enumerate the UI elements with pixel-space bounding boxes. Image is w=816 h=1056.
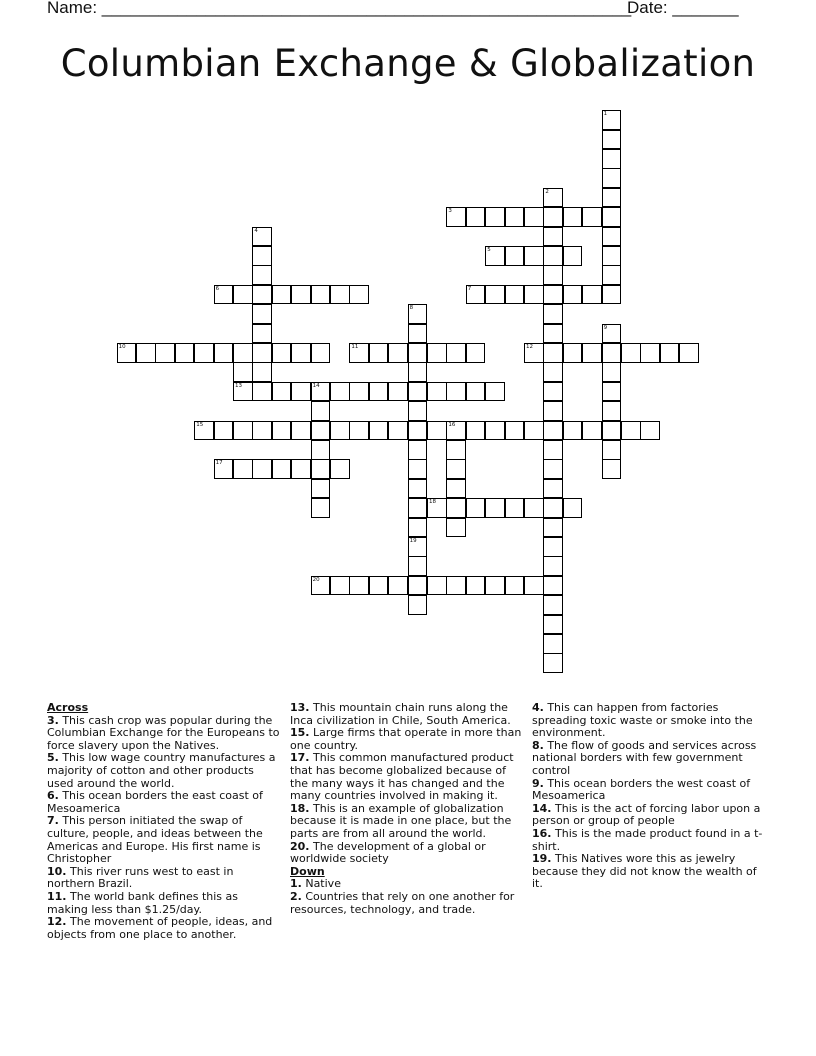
clue-item-text: This is an example of globalization because it is made in one place, but the parts are from all around the world.	[290, 801, 512, 840]
grid-cell[interactable]	[543, 653, 563, 673]
clue-number: 12	[526, 344, 533, 350]
clue-item-text: This common manufactured product that has become globalized because of the many ways it has changed and the many countries involved in making it.	[290, 751, 514, 803]
clue-number: 4	[254, 227, 258, 234]
grid-cell[interactable]	[466, 498, 486, 518]
grid-cell[interactable]	[640, 343, 660, 363]
grid-cell[interactable]	[408, 362, 428, 382]
grid-cell[interactable]	[543, 421, 563, 441]
grid-cell[interactable]	[485, 207, 505, 227]
grid-cell[interactable]	[330, 421, 350, 441]
grid-cell[interactable]	[524, 285, 544, 305]
clue-item-number: 14.	[532, 801, 552, 815]
grid-cell[interactable]	[602, 246, 622, 266]
grid-cell[interactable]	[311, 285, 331, 305]
clue-number: 15	[196, 421, 204, 428]
clue-item-number: 19.	[532, 852, 552, 866]
grid-cell[interactable]	[408, 537, 428, 557]
grid-cell[interactable]	[446, 459, 466, 479]
grid-cell[interactable]	[311, 401, 331, 421]
grid-cell[interactable]	[252, 265, 272, 285]
clue-number: 9	[603, 324, 608, 331]
clue-item-text: The development of a global or worldwide society	[290, 839, 486, 866]
clue-item-number: 13.	[290, 701, 310, 714]
grid-cell[interactable]	[446, 498, 466, 518]
clue-item-number: 12.	[47, 915, 67, 929]
grid-cell[interactable]	[427, 421, 447, 441]
clue-item	[47, 916, 282, 941]
grid-cell[interactable]	[563, 498, 583, 518]
clue-item	[47, 752, 282, 790]
grid-cell[interactable]	[602, 324, 622, 344]
clue-number: 10	[118, 344, 126, 350]
grid-cell[interactable]	[582, 285, 602, 305]
clue-item	[290, 752, 525, 802]
grid-cell[interactable]	[660, 343, 680, 363]
grid-cell[interactable]	[679, 343, 699, 363]
grid-cell[interactable]	[408, 440, 428, 460]
grid-cell[interactable]	[252, 227, 272, 247]
grid-cell[interactable]	[408, 498, 428, 518]
grid-cell[interactable]	[291, 421, 311, 441]
grid-cell[interactable]	[582, 207, 602, 227]
grid-cell[interactable]	[446, 479, 466, 499]
grid-cell[interactable]	[602, 343, 622, 363]
grid-cell[interactable]	[311, 498, 331, 518]
grid-cell[interactable]	[446, 207, 466, 227]
clue-item	[290, 841, 525, 866]
grid-cell[interactable]	[233, 343, 253, 363]
clue-item-text: This is the act of forcing labor upon a person or group of people	[532, 801, 761, 828]
grid-cell[interactable]	[408, 479, 428, 499]
clue-number: 6	[215, 285, 220, 292]
grid-cell[interactable]	[524, 576, 544, 596]
clue-item	[532, 828, 767, 853]
grid-cell[interactable]	[602, 149, 622, 169]
grid-cell[interactable]	[602, 421, 622, 441]
clue-item-text: This mountain chain runs along the Inca civilization in Chile, South America.	[290, 701, 511, 727]
clue-item-text: This ocean borders the west coast of Mesoamerica	[532, 776, 751, 803]
grid-cell[interactable]	[524, 343, 544, 363]
grid-cell[interactable]	[446, 343, 466, 363]
clue-item-text: This can happen from factories spreading toxic waste or smoke into the environment.	[532, 701, 753, 740]
grid-cell[interactable]	[272, 459, 292, 479]
grid-cell[interactable]	[543, 304, 563, 324]
grid-cell[interactable]	[466, 285, 486, 305]
clue-column-2	[290, 702, 525, 916]
grid-cell[interactable]	[330, 285, 350, 305]
clue-item	[290, 727, 525, 752]
grid-cell[interactable]	[485, 498, 505, 518]
clue-item-text: This cash crop was popular during the Columbian Exchange for the Europeans to force slavery upon the Natives.	[47, 713, 280, 752]
clue-number: 20	[312, 576, 320, 583]
grid-cell[interactable]	[388, 343, 408, 363]
grid-cell[interactable]	[446, 518, 466, 538]
clue-section-heading: Down	[290, 864, 325, 878]
grid-cell[interactable]	[408, 576, 428, 596]
clue-item-number: 8.	[532, 738, 544, 752]
grid-cell[interactable]	[369, 576, 389, 596]
clue-column-3	[532, 702, 767, 891]
grid-cell[interactable]	[330, 576, 350, 596]
grid-cell[interactable]	[252, 246, 272, 266]
grid-cell[interactable]	[408, 556, 428, 576]
grid-cell[interactable]	[543, 343, 563, 363]
grid-cell[interactable]	[214, 343, 234, 363]
clue-item-number: 15.	[290, 726, 310, 740]
grid-cell[interactable]	[311, 576, 331, 596]
grid-cell[interactable]	[505, 498, 525, 518]
grid-cell[interactable]	[252, 459, 272, 479]
grid-cell[interactable]	[252, 285, 272, 305]
grid-cell[interactable]	[543, 595, 563, 615]
grid-cell[interactable]	[543, 518, 563, 538]
grid-cell[interactable]	[272, 343, 292, 363]
grid-cell[interactable]	[563, 246, 583, 266]
grid-cell[interactable]	[621, 421, 641, 441]
grid-cell[interactable]	[466, 382, 486, 402]
clue-number: 18	[429, 499, 436, 506]
grid-cell[interactable]	[408, 304, 428, 324]
clue-item	[290, 803, 525, 841]
clue-item	[47, 815, 282, 865]
clue-item	[532, 853, 767, 891]
grid-cell[interactable]	[427, 498, 447, 518]
grid-cell[interactable]	[311, 459, 331, 479]
grid-cell[interactable]	[311, 479, 331, 499]
clue-item	[47, 891, 282, 916]
grid-cell[interactable]	[602, 401, 622, 421]
clue-section-heading: Across	[47, 701, 89, 714]
grid-cell[interactable]	[543, 324, 563, 344]
grid-cell[interactable]	[505, 576, 525, 596]
clue-item-number: 16.	[532, 826, 552, 840]
grid-cell[interactable]	[466, 343, 486, 363]
grid-cell[interactable]	[252, 382, 272, 402]
grid-cell[interactable]	[602, 227, 622, 247]
grid-cell[interactable]	[311, 343, 331, 363]
name-field-label[interactable]: Name: ________________________________________________________	[47, 0, 632, 17]
grid-cell[interactable]	[524, 498, 544, 518]
grid-cell[interactable]	[136, 343, 156, 363]
clue-item-text: Native	[301, 877, 341, 891]
grid-cell[interactable]	[388, 576, 408, 596]
clue-number: 3	[448, 208, 452, 215]
clue-number: 1	[603, 111, 608, 118]
clue-item	[532, 803, 767, 828]
grid-cell[interactable]	[543, 362, 563, 382]
clue-item-number: 7.	[47, 814, 59, 828]
page-title: Columbian Exchange & Globalization	[60, 42, 756, 85]
grid-cell[interactable]	[175, 343, 195, 363]
clue-number: 14	[312, 382, 320, 389]
clue-item-text: The flow of goods and services across national borders with few government control	[532, 738, 757, 777]
grid-cell[interactable]	[466, 207, 486, 227]
date-field-label[interactable]: Date: _______	[627, 0, 739, 17]
grid-cell[interactable]	[446, 382, 466, 402]
grid-cell[interactable]	[543, 615, 563, 635]
grid-cell[interactable]	[563, 421, 583, 441]
clue-number: 2	[545, 188, 549, 195]
grid-cell[interactable]	[408, 343, 428, 363]
grid-cell[interactable]	[543, 459, 563, 479]
grid-cell[interactable]	[543, 246, 563, 266]
grid-cell[interactable]	[543, 634, 563, 654]
grid-cell[interactable]	[291, 382, 311, 402]
grid-cell[interactable]	[602, 110, 622, 130]
grid-cell[interactable]	[543, 576, 563, 596]
clue-item-number: 1.	[290, 877, 302, 891]
grid-cell[interactable]	[408, 382, 428, 402]
clue-item-text: This person initiated the swap of culture, people, and ideas between the Americas and Europe. His first name is Christopher	[47, 814, 263, 866]
clue-column-1	[47, 702, 282, 941]
clue-item-number: 10.	[47, 864, 67, 878]
grid-cell[interactable]	[233, 285, 253, 305]
clue-number: 11	[351, 344, 359, 350]
grid-cell[interactable]	[214, 421, 234, 441]
grid-cell[interactable]	[233, 362, 253, 382]
grid-cell[interactable]	[602, 207, 622, 227]
grid-cell[interactable]	[563, 207, 583, 227]
grid-cell[interactable]	[563, 343, 583, 363]
clue-number: 8	[409, 305, 414, 312]
clue-item	[47, 715, 282, 753]
grid-cell[interactable]	[252, 362, 272, 382]
grid-cell[interactable]	[233, 459, 253, 479]
grid-cell[interactable]	[543, 556, 563, 576]
clue-item-number: 20.	[290, 839, 310, 853]
grid-cell[interactable]	[485, 576, 505, 596]
grid-cell[interactable]	[602, 362, 622, 382]
grid-cell[interactable]	[582, 343, 602, 363]
clue-item-text: This river runs west to east in northern Brazil.	[47, 864, 234, 891]
grid-cell[interactable]	[602, 382, 622, 402]
grid-cell[interactable]	[369, 421, 389, 441]
grid-cell[interactable]	[388, 382, 408, 402]
grid-cell[interactable]	[272, 285, 292, 305]
grid-cell[interactable]	[233, 382, 253, 402]
clue-item	[290, 702, 525, 727]
grid-cell[interactable]	[194, 421, 214, 441]
clue-item	[47, 790, 282, 815]
clue-item-text: This ocean borders the east coast of Mesoamerica	[47, 789, 263, 815]
clue-item	[532, 740, 767, 778]
clue-item-text: The movement of people, ideas, and objects from one place to another.	[47, 915, 273, 941]
grid-cell[interactable]	[543, 285, 563, 305]
grid-cell[interactable]	[466, 421, 486, 441]
clue-item-number: 4.	[532, 701, 544, 714]
grid-cell[interactable]	[311, 440, 331, 460]
grid-cell[interactable]	[408, 421, 428, 441]
clue-item-number: 3.	[47, 713, 59, 727]
grid-cell[interactable]	[485, 246, 505, 266]
grid-cell[interactable]	[602, 265, 622, 285]
grid-cell[interactable]	[543, 479, 563, 499]
grid-cell[interactable]	[427, 382, 447, 402]
grid-cell[interactable]	[505, 246, 525, 266]
grid-cell[interactable]	[214, 285, 234, 305]
clue-item-text: Countries that rely on one another for resources, technology, and trade.	[290, 889, 515, 916]
grid-cell[interactable]	[349, 285, 369, 305]
grid-cell[interactable]	[602, 130, 622, 150]
grid-cell[interactable]	[524, 207, 544, 227]
grid-cell[interactable]	[408, 324, 428, 344]
grid-cell[interactable]	[214, 459, 234, 479]
clue-number: 13	[235, 382, 242, 389]
clue-number: 17	[215, 460, 223, 467]
grid-cell[interactable]	[330, 382, 350, 402]
grid-cell[interactable]	[640, 421, 660, 441]
grid-cell[interactable]	[524, 421, 544, 441]
grid-cell[interactable]	[252, 304, 272, 324]
clue-number: 7	[467, 285, 472, 292]
grid-cell[interactable]	[408, 595, 428, 615]
grid-cell[interactable]	[427, 576, 447, 596]
grid-cell[interactable]	[543, 227, 563, 247]
grid-cell[interactable]	[602, 285, 622, 305]
grid-cell[interactable]	[524, 246, 544, 266]
grid-cell[interactable]	[311, 382, 331, 402]
grid-cell[interactable]	[446, 576, 466, 596]
grid-cell[interactable]	[408, 459, 428, 479]
grid-cell[interactable]	[563, 285, 583, 305]
grid-cell[interactable]	[485, 421, 505, 441]
grid-cell[interactable]	[349, 576, 369, 596]
grid-cell[interactable]	[543, 265, 563, 285]
grid-cell[interactable]	[621, 343, 641, 363]
grid-cell[interactable]	[117, 343, 137, 363]
grid-cell[interactable]	[408, 401, 428, 421]
clue-item-text: Large firms that operate in more than one country.	[290, 726, 522, 752]
grid-cell[interactable]	[408, 518, 428, 538]
grid-cell[interactable]	[349, 382, 369, 402]
clue-number: 16	[448, 421, 456, 428]
clue-item-number: 18.	[290, 801, 310, 815]
grid-cell[interactable]	[505, 207, 525, 227]
clue-item-number: 2.	[290, 889, 302, 903]
grid-cell[interactable]	[252, 421, 272, 441]
grid-cell[interactable]	[155, 343, 175, 363]
grid-cell[interactable]	[446, 440, 466, 460]
clue-item-number: 6.	[47, 789, 59, 803]
grid-cell[interactable]	[543, 207, 563, 227]
grid-cell[interactable]	[291, 459, 311, 479]
clue-item	[532, 778, 767, 803]
clue-item-number: 5.	[47, 751, 59, 765]
grid-cell[interactable]	[505, 421, 525, 441]
grid-cell[interactable]	[602, 168, 622, 188]
grid-cell[interactable]	[466, 576, 486, 596]
clue-number: 19	[409, 538, 417, 544]
grid-cell[interactable]	[543, 440, 563, 460]
grid-cell[interactable]	[369, 343, 389, 363]
grid-cell[interactable]	[272, 421, 292, 441]
grid-cell[interactable]	[233, 421, 253, 441]
grid-cell[interactable]	[543, 537, 563, 557]
clue-item	[47, 866, 282, 891]
grid-cell[interactable]	[272, 382, 292, 402]
grid-cell[interactable]	[602, 440, 622, 460]
grid-cell[interactable]	[252, 343, 272, 363]
grid-cell[interactable]	[543, 188, 563, 208]
clue-item	[290, 891, 525, 916]
grid-cell[interactable]	[485, 382, 505, 402]
grid-cell[interactable]	[291, 285, 311, 305]
grid-cell[interactable]	[291, 343, 311, 363]
clue-item-text: This low wage country manufactures a majority of cotton and other products used around the world.	[47, 751, 276, 790]
grid-cell[interactable]	[485, 285, 505, 305]
grid-cell[interactable]	[602, 459, 622, 479]
grid-cell[interactable]	[349, 421, 369, 441]
grid-cell[interactable]	[194, 343, 214, 363]
clue-item-text: The world bank defines this as making less than $1.25/day.	[47, 889, 238, 916]
clue-item	[532, 702, 767, 740]
clue-number: 5	[487, 247, 491, 253]
grid-cell[interactable]	[505, 285, 525, 305]
clue-item-number: 11.	[47, 889, 67, 903]
grid-cell[interactable]	[602, 188, 622, 208]
grid-cell[interactable]	[543, 382, 563, 402]
clue-item-text: This is the made product found in a t-shirt.	[532, 826, 763, 853]
grid-cell[interactable]	[582, 421, 602, 441]
grid-cell[interactable]	[388, 421, 408, 441]
grid-cell[interactable]	[330, 459, 350, 479]
grid-cell[interactable]	[311, 421, 331, 441]
clue-item-number: 17.	[290, 751, 310, 765]
grid-cell[interactable]	[369, 382, 389, 402]
grid-cell[interactable]	[446, 421, 466, 441]
grid-cell[interactable]	[543, 498, 563, 518]
grid-cell[interactable]	[252, 324, 272, 344]
grid-cell[interactable]	[427, 343, 447, 363]
grid-cell[interactable]	[349, 343, 369, 363]
clue-item-text: This Natives wore this as jewelry because they did not know the wealth of it.	[532, 852, 757, 891]
grid-cell[interactable]	[543, 401, 563, 421]
clue-item-number: 9.	[532, 776, 544, 790]
